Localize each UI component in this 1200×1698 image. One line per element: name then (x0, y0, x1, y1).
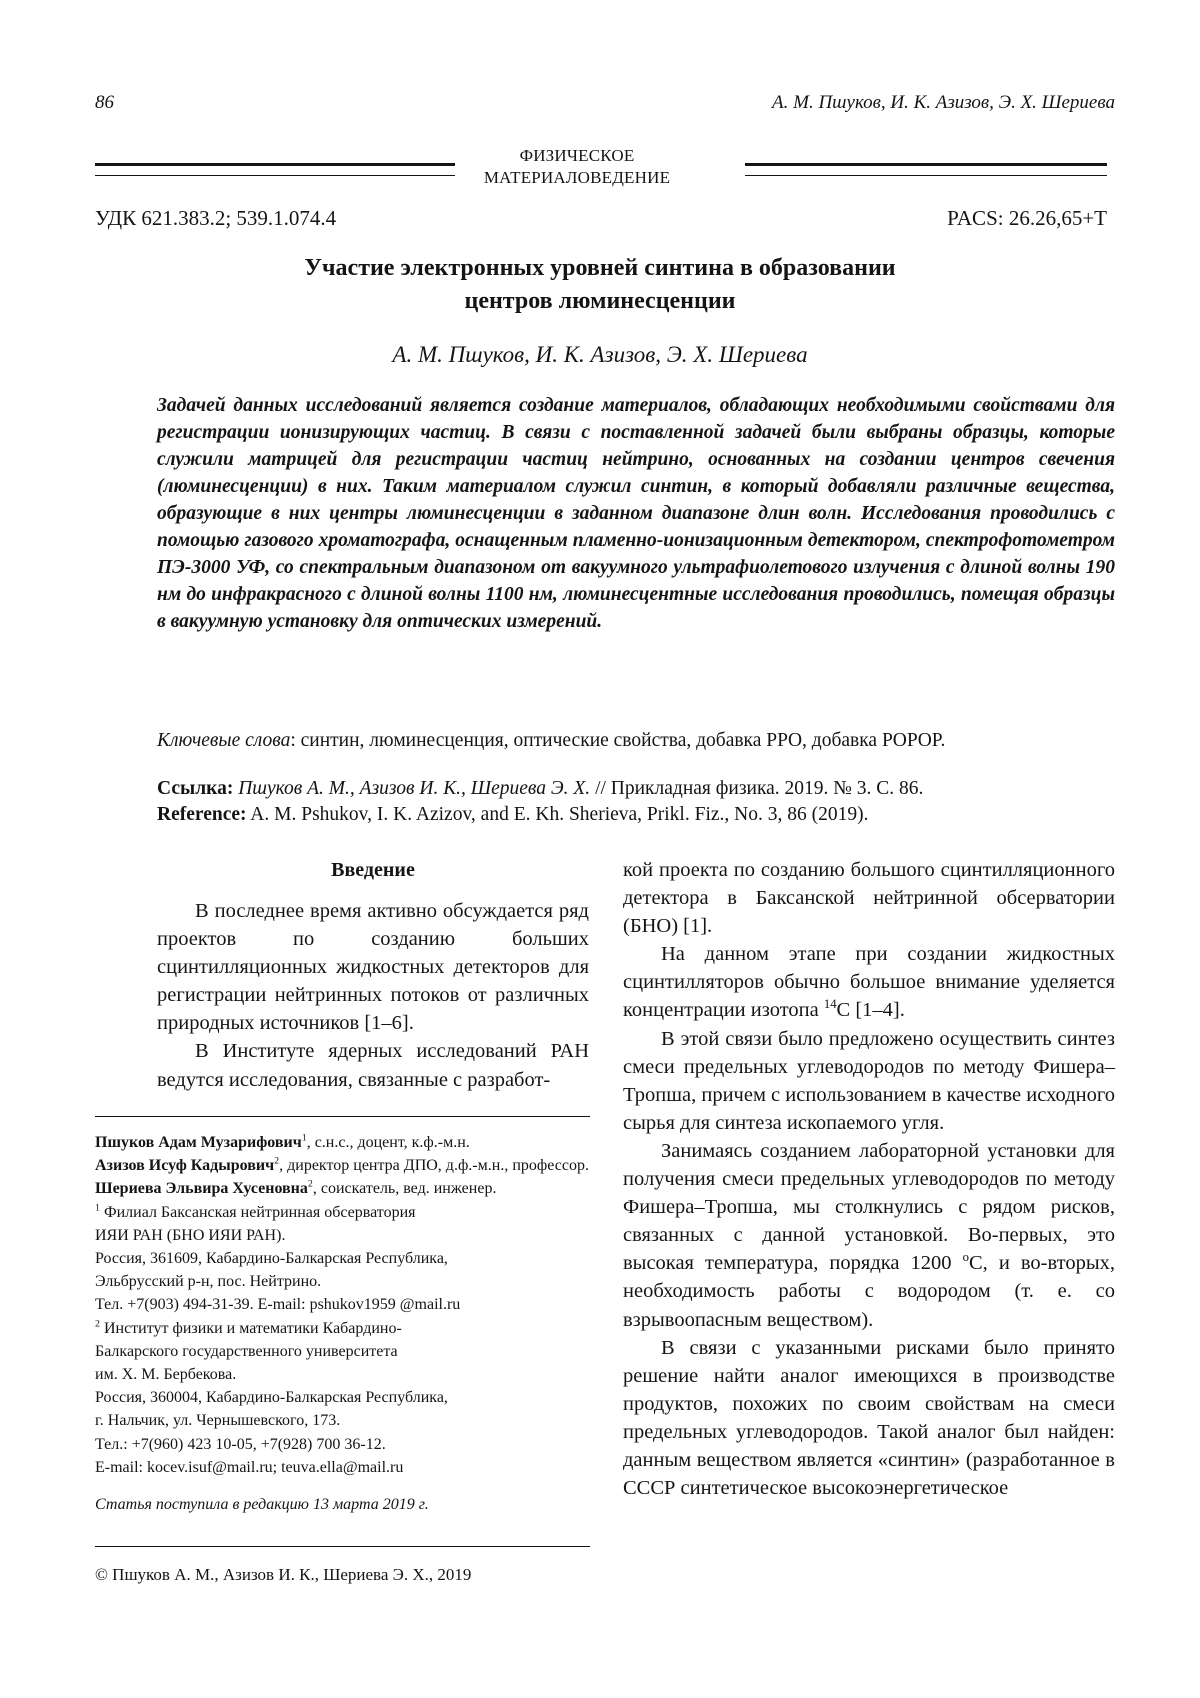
org-2-line1 (95, 1317, 590, 1340)
copyright: © Пшуков А. М., Азизов И. К., Шериева Э. Х., 2019 (95, 1565, 472, 1584)
org-1-line1 (95, 1201, 590, 1224)
intro-left-column (157, 897, 589, 1094)
author-affiliations (95, 1131, 590, 1516)
author-1-info: , с.н.с., доцент, к.ф.-м.н. (306, 1134, 470, 1151)
intro-paragraph-4-text: На данном этапе при создании жидкостных сцинтилляторов обычно большое внимание уделяется концентрации изотопа (623, 943, 1115, 1022)
intro-heading: Введение (331, 859, 415, 881)
org-1-name: Филиал Баксанская нейтринная обсерватория (99, 1203, 416, 1221)
org-1-address-2: Эльбрусский р-н, пос. Нейтрино. (95, 1273, 322, 1291)
intro-paragraph-1: В последнее время активно обсуждается ряд проектов по созданию больших сцинтилляционных жидкостных детекторов для регистрации нейтринных потоков от различных природных источников [1–6]. (157, 900, 589, 1035)
citation-ru-authors: Пшуков А. М., Азизов И. К., Шериева Э. Х. (238, 778, 591, 799)
intro-paragraph-2: В Институте ядерных исследований РАН ведутся исследования, связанные с разработ- (157, 1040, 589, 1091)
intro-paragraph-6-text: Занимаясь созданием лабораторной установки для получения смеси предельных углеводородов по методу Фишера–Тропша, мы столкнулись с рядом рисков, связанных с данной установкой. Во-первых, это высокая температура, порядка 1200 (623, 1139, 1115, 1275)
citation-en-source: A. M. Pshukov, I. K. Azizov, and E. Kh. Sherieva, Prikl. Fiz., No. 3, 86 (2019). (246, 804, 869, 825)
author-3-info: , соискатель, вед. инженер. (312, 1180, 497, 1198)
author-1 (95, 1131, 590, 1154)
citation-en-label: Reference: (157, 804, 247, 825)
author-2-sup: 2 (274, 1155, 280, 1167)
intro-right-column (623, 856, 1115, 1502)
article-title (150, 252, 1050, 318)
intro-paragraph-4-end: C [1–4]. (836, 999, 905, 1022)
author-1-name: Пшуков Адам Музарифович (95, 1134, 302, 1151)
running-authors: А. М. Пшуков, И. К. Азизов, Э. Х. Шериева (772, 92, 1115, 113)
author-1-sup: 1 (301, 1132, 307, 1144)
org-1-address-1: Россия, 361609, Кабардино-Балкарская Республика, (95, 1250, 448, 1268)
org-2-sup: 2 (95, 1318, 100, 1330)
intro-paragraph-6-end: C, и во-вторых, необходимость работы с водородом (т. е. со взрывоопасным веществом). (623, 1252, 1115, 1331)
org-1-sup: 1 (95, 1202, 100, 1214)
degree-sup: o (962, 1250, 969, 1265)
intro-paragraph-5: В этой связи было предложено осуществить синтез смеси предельных углеводородов по методу Фишера–Тропша, причем с использованием в качестве исходного сырья для синтеза ископаемого угля. (623, 1027, 1115, 1134)
org-2-phone: Тел.: +7(960) 423 10-05, +7(928) 700 36-12. (95, 1435, 386, 1453)
footnote-divider (95, 1116, 590, 1117)
citation-ru (157, 776, 1115, 802)
org-2-line2: Балкарского государственного университета (95, 1342, 398, 1360)
intro-paragraph-3: кой проекта по созданию большого сцинтилляционного детектора в Баксанской нейтринной обсерватории (БНО) [1]. (623, 859, 1115, 938)
org-2-name: Институт физики и математики Кабардино- (99, 1319, 402, 1337)
keywords (157, 727, 1115, 754)
received-date: Статья поступила в редакцию 13 марта 2019 г. (95, 1496, 429, 1514)
section-name (452, 145, 702, 189)
keywords-list: : синтин, люминесценция, оптические свойства, добавка PPO, добавка POPOP. (290, 730, 946, 751)
article-title-line2: центров люминесценции (464, 288, 736, 314)
udk-code: УДК 621.383.2; 539.1.074.4 (95, 206, 337, 230)
citation-ru-source: // Прикладная физика. 2019. № 3. С. 86. (590, 778, 924, 799)
page-number: 86 (95, 92, 114, 113)
article-authors: А. М. Пшуков, И. К. Азизов, Э. Х. Шериева (392, 342, 808, 367)
author-2 (95, 1154, 590, 1177)
abstract: Задачей данных исследований является создание материалов, обладающих необходимыми свойствами для регистрации ионизирующих частиц. В связи с поставленной задачей были выбраны образцы, которые служили матрицей для регистрации частиц нейтрино, основанных на создании центров свечения (люминесценции) в них. Таким материалом служил синтин, в который добавляли различные вещества, образующие в них центры люминесценции в заданном диапазоне длин волн. Исследования проводились с помощью газового хроматографа, оснащенным пламенно-ионизационным детектором, спектрофотометром ПЭ-3000 УФ, со спектральным диапазоном от вакуумного ультрафиолетового излучения с длиной волны 190 нм до инфракрасного с длиной волны 1100 нм, люминесцентные исследования проводились, помещая образцы в вакуумную установку для оптических измерений. (157, 395, 1115, 632)
section-rule-left (95, 163, 455, 176)
org-2-email: E-mail: kocev.isuf@mail.ru; teuva.ella@mail.ru (95, 1458, 404, 1476)
author-3 (95, 1177, 590, 1200)
article-title-line1: Участие электронных уровней синтина в образовании (304, 255, 896, 281)
org-2-address-2: г. Нальчик, ул. Чернышевского, 173. (95, 1412, 341, 1430)
pacs-code: PACS: 26.26,65+T (947, 206, 1107, 230)
author-2-name: Азизов Исуф Кадырович (95, 1157, 275, 1175)
author-3-sup: 2 (307, 1179, 313, 1191)
section-rule-right (745, 163, 1107, 176)
citation-en (157, 802, 1115, 828)
citation-ru-label: Ссылка: (157, 778, 234, 799)
copyright-divider (95, 1546, 590, 1547)
isotope-sup: 14 (823, 997, 837, 1012)
org-1-line2: ИЯИ РАН (БНО ИЯИ РАН). (95, 1226, 286, 1244)
org-2-line3: им. Х. М. Бербекова. (95, 1366, 237, 1384)
citation-block (157, 776, 1115, 828)
author-3-name: Шериева Эльвира Хусеновна (95, 1180, 308, 1198)
org-2-address-1: Россия, 360004, Кабардино-Балкарская Республика, (95, 1389, 448, 1407)
author-2-info: , директор центра ДПО, д.ф.-м.н., профессор. (279, 1157, 589, 1175)
intro-paragraph-7: В связи с указанными рисками было принято решение найти аналог имеющихся в производстве продуктов, похожих по своим свойствам на смеси предельных углеводородов. Такой аналог был найден: данным веществом является «синтин» (разработанное в СССР синтетическое высокоэнергетическое (623, 1336, 1115, 1500)
keywords-label: Ключевые слова (157, 730, 291, 751)
org-1-contact: Тел. +7(903) 494-31-39. E-mail: pshukov1959 @mail.ru (95, 1296, 461, 1314)
section-name-line1: ФИЗИЧЕСКОЕ (519, 146, 635, 165)
intro-paragraph-6 (623, 1137, 1115, 1334)
section-name-line2: МАТЕРИАЛОВЕДЕНИЕ (483, 168, 671, 187)
intro-paragraph-4 (623, 940, 1115, 1024)
